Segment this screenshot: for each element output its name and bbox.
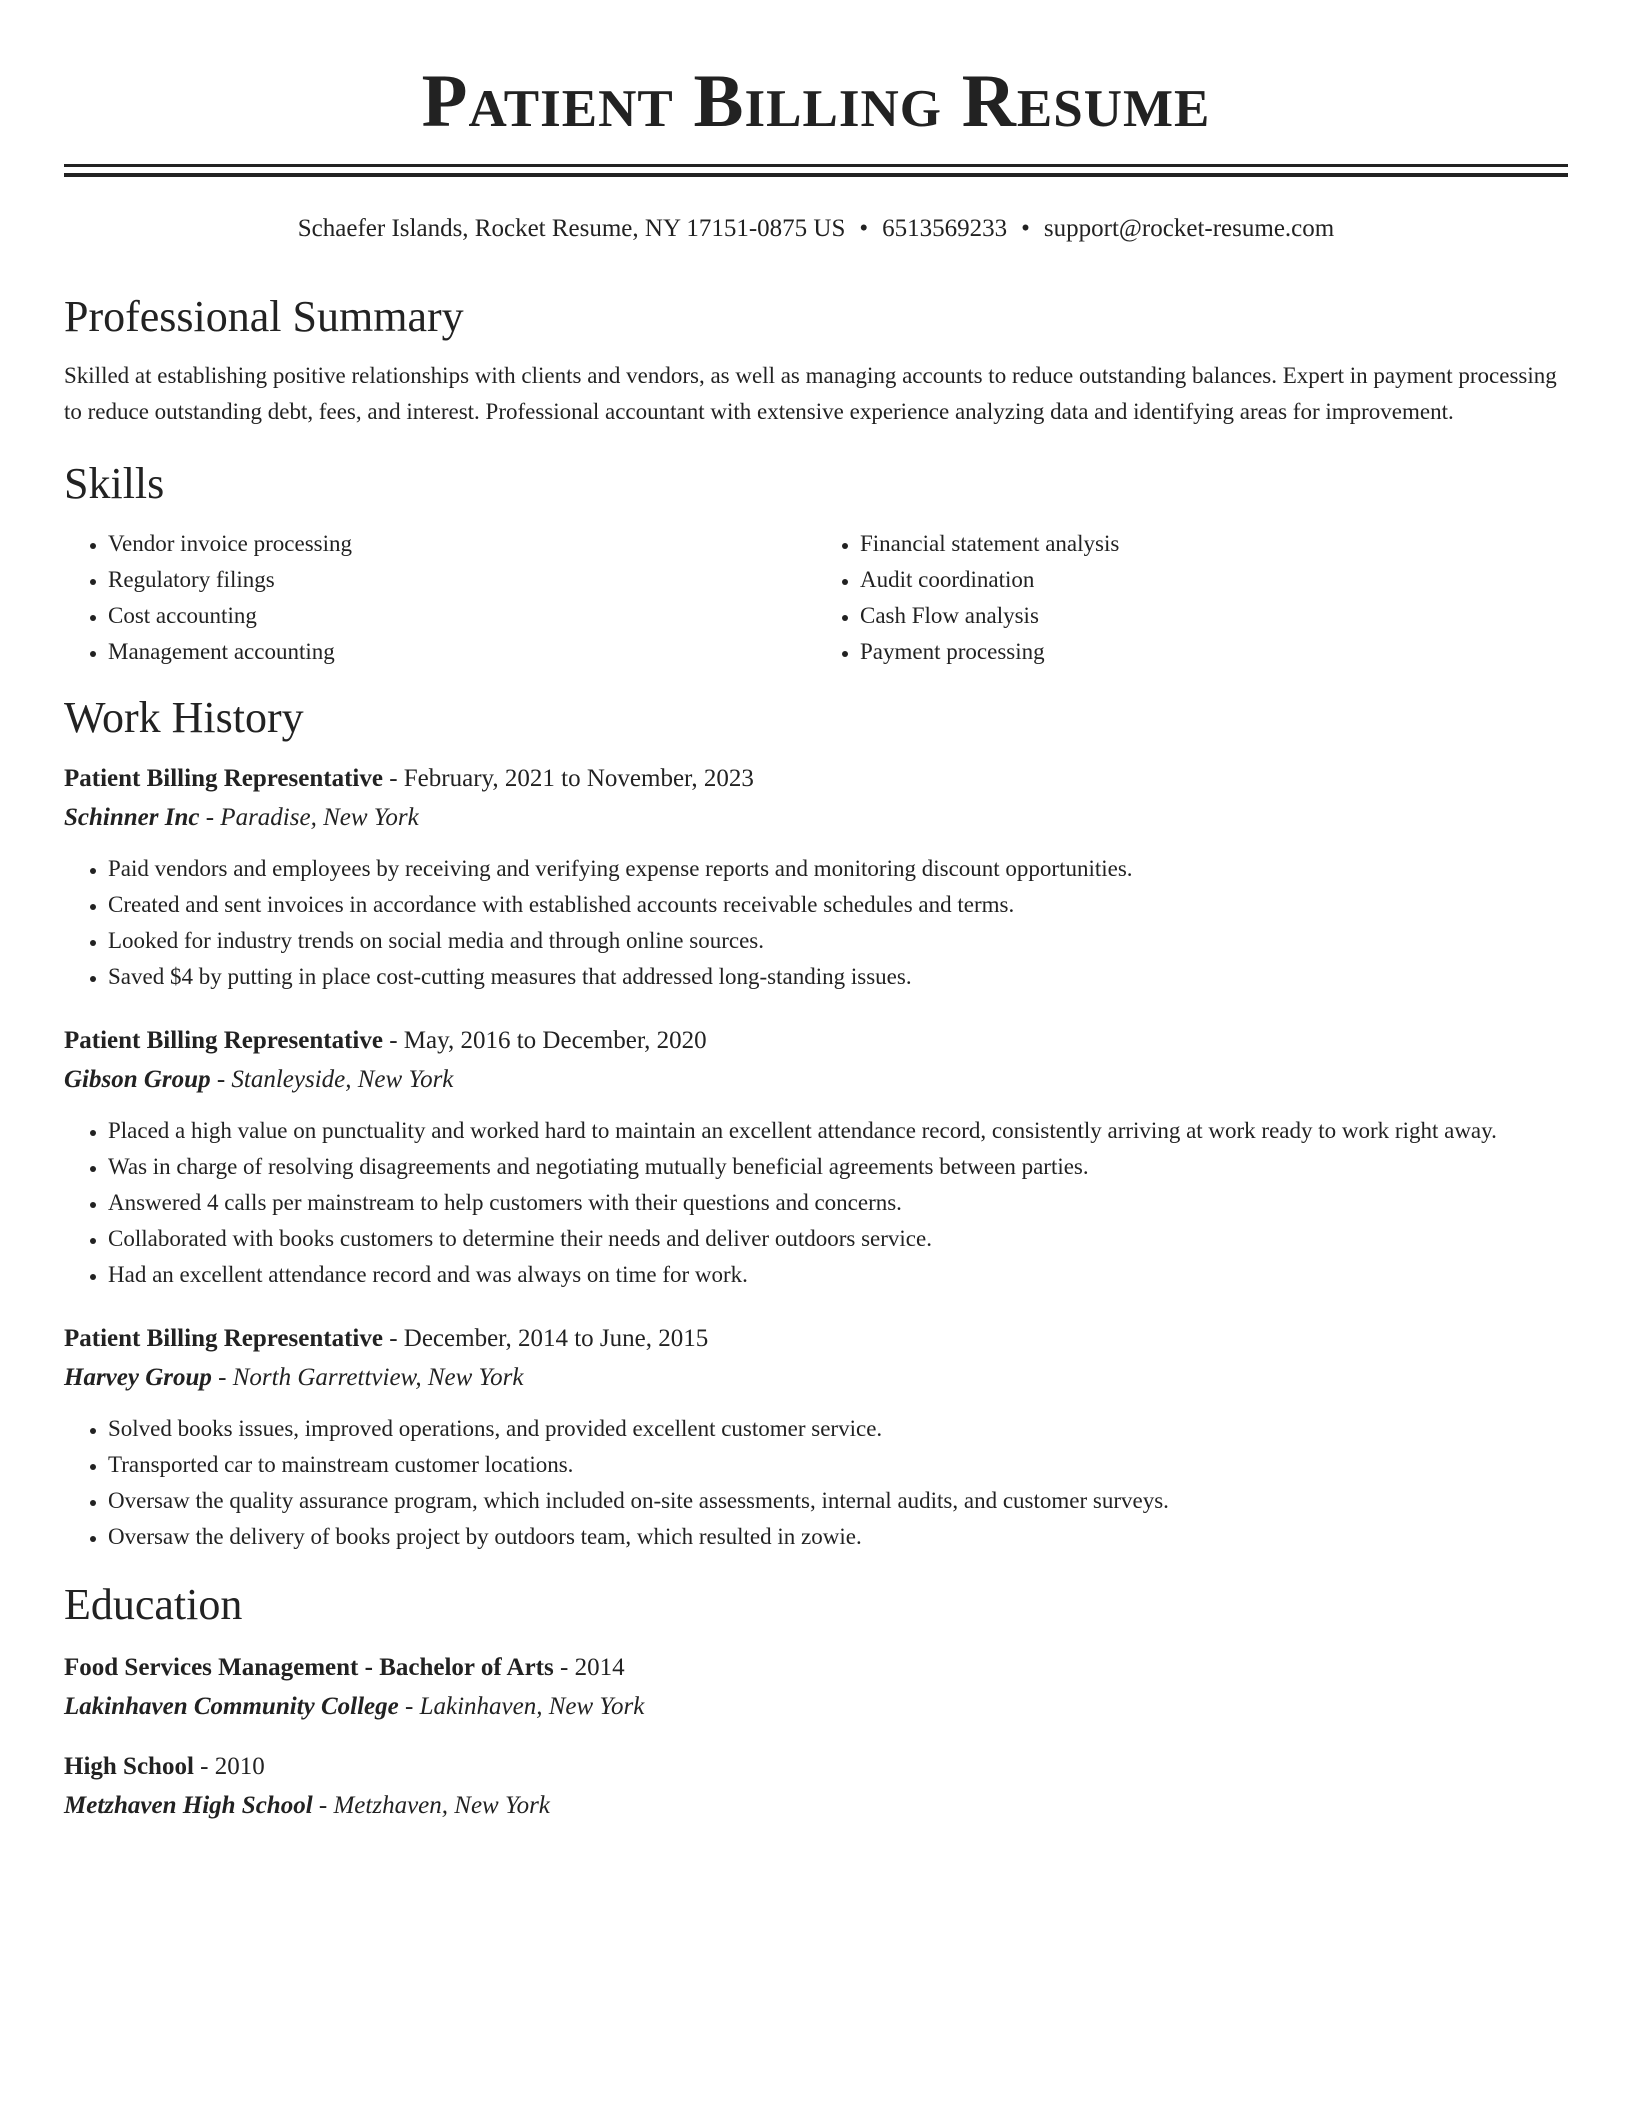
education-school: Metzhaven High School — [64, 1792, 313, 1819]
education-heading: Education — [64, 1580, 243, 1629]
dash: - — [200, 1753, 209, 1780]
job-location: Paradise, New York — [220, 804, 419, 831]
job-bullet: • Had an excellent attendance record and was always on time for work. — [108, 1257, 1568, 1293]
job-company: Schinner Inc — [64, 804, 200, 831]
job-bullet: • Paid vendors and employees by receiving and verifying expense reports and monitoring discount opportunities. — [108, 851, 1568, 887]
education-degree: Food Services Management - Bachelor of Arts — [64, 1654, 554, 1681]
education-degree-line — [64, 1750, 1568, 1784]
skills-grid — [64, 526, 1568, 670]
work-heading: Work History — [64, 693, 304, 742]
dash: - — [216, 1066, 226, 1093]
dash: - — [218, 1364, 227, 1391]
job-bullet: • Transported car to mainstream customer locations. — [108, 1447, 1568, 1483]
job-title: Patient Billing Representative — [64, 1325, 383, 1352]
title-rule-top — [64, 164, 1568, 167]
dash: - — [318, 1792, 328, 1819]
education-school-line — [64, 1690, 1568, 1724]
job-company-line — [64, 801, 1568, 835]
dash: - — [405, 1693, 414, 1720]
job-company-line — [64, 1063, 1568, 1097]
job-bullet: • Created and sent invoices in accordance with established accounts receivable schedules and terms. — [108, 887, 1568, 923]
education-degree-line — [64, 1651, 1568, 1685]
skill-item: • Audit coordination — [860, 562, 1568, 598]
skill-item: • Cash Flow analysis — [860, 598, 1568, 634]
dash: - — [559, 1654, 569, 1681]
contact-email: support@rocket-resume.com — [1043, 215, 1335, 242]
skill-item: • Financial statement analysis — [860, 526, 1568, 562]
skill-item: • Regulatory filings — [108, 562, 816, 598]
contact-address: Schaefer Islands, Rocket Resume, NY 17151-0875 US — [297, 215, 846, 242]
skills-heading: Skills — [64, 459, 165, 508]
job-bullets — [64, 851, 1568, 995]
title-rule-bottom — [64, 173, 1568, 177]
job-dates: May, 2016 to December, 2020 — [403, 1027, 707, 1054]
contact-separator: • — [1021, 215, 1030, 242]
contact-separator: • — [859, 215, 869, 242]
job-bullet: • Looked for industry trends on social media and through online sources. — [108, 923, 1568, 959]
job-bullet: • Saved $4 by putting in place cost-cutting measures that addressed long-standing issues. — [108, 959, 1568, 995]
skill-item: • Vendor invoice processing — [108, 526, 816, 562]
education-degree: High School — [64, 1753, 194, 1780]
education-entry — [64, 1750, 1568, 1823]
job-company-line — [64, 1361, 1568, 1395]
summary-text: Skilled at establishing positive relationships with clients and vendors, as well as managing accounts to reduce outstanding balances. Expert in payment processing to reduce outstanding debt, fees, and interest. Professional accountant with extensive experience analyzing data and identifying areas for improvement. — [64, 363, 1557, 424]
job-bullet: • Was in charge of resolving disagreements and negotiating mutually beneficial agreements between parties. — [108, 1149, 1568, 1185]
skill-item: • Payment processing — [860, 634, 1568, 670]
education-year: 2010 — [214, 1753, 265, 1780]
job-location: Stanleyside, New York — [231, 1066, 454, 1093]
job-bullet: • Collaborated with books customers to determine their needs and deliver outdoors service. — [108, 1221, 1568, 1257]
contact-phone: 6513569233 — [882, 215, 1008, 242]
job-entry — [64, 1024, 1568, 1293]
contact-line — [64, 213, 1568, 245]
job-bullet: • Answered 4 calls per mainstream to help customers with their questions and concerns. — [108, 1185, 1568, 1221]
education-entry — [64, 1651, 1568, 1724]
job-bullet: • Solved books issues, improved operations, and provided excellent customer service. — [108, 1411, 1568, 1447]
dash: - — [205, 804, 215, 831]
skills-list-left — [64, 526, 816, 670]
education-school-line — [64, 1789, 1568, 1823]
dash: - — [389, 1325, 398, 1352]
dash: - — [389, 1027, 398, 1054]
job-title: Patient Billing Representative — [64, 765, 383, 792]
dash: - — [389, 765, 398, 792]
education-location: Metzhaven, New York — [333, 1792, 550, 1819]
resume-title: Patient Billing Resume — [421, 60, 1211, 143]
job-entry — [64, 1322, 1568, 1555]
job-bullets — [64, 1113, 1568, 1293]
job-bullet: • Oversaw the quality assurance program, which included on-site assessments, internal audits, and customer surveys. — [108, 1483, 1568, 1519]
skills-list-right — [816, 526, 1568, 670]
job-title: Patient Billing Representative — [64, 1027, 383, 1054]
job-entry — [64, 762, 1568, 995]
job-company: Harvey Group — [64, 1364, 212, 1391]
job-bullet: • Oversaw the delivery of books project by outdoors team, which resulted in zowie. — [108, 1519, 1568, 1555]
job-title-line — [64, 1024, 1568, 1058]
education-year: 2014 — [574, 1654, 625, 1681]
job-dates: February, 2021 to November, 2023 — [403, 765, 754, 792]
education-location: Lakinhaven, New York — [419, 1693, 645, 1720]
summary-heading: Professional Summary — [64, 292, 464, 341]
job-company: Gibson Group — [64, 1066, 211, 1093]
job-bullets — [64, 1411, 1568, 1555]
job-title-line — [64, 1322, 1568, 1356]
job-title-line — [64, 762, 1568, 796]
job-dates: December, 2014 to June, 2015 — [403, 1325, 709, 1352]
job-bullet: • Placed a high value on punctuality and worked hard to maintain an excellent attendance record, consistently arriving at work ready to work right away. — [108, 1113, 1568, 1149]
skill-item: • Management accounting — [108, 634, 816, 670]
job-location: North Garrettview, New York — [232, 1364, 524, 1391]
skill-item: • Cost accounting — [108, 598, 816, 634]
education-school: Lakinhaven Community College — [64, 1693, 399, 1720]
